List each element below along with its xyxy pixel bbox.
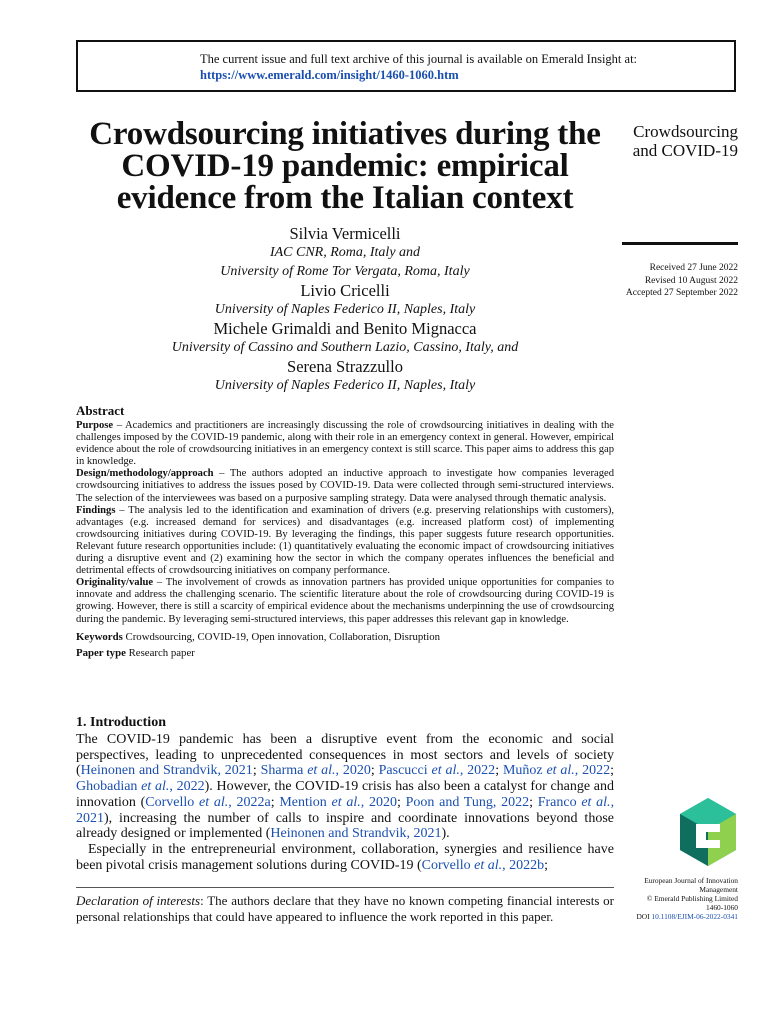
paper-type-label: Paper type [76,646,126,659]
citation-link[interactable]: et al. [141,779,170,795]
author-name: Livio Cricelli [300,281,390,300]
author-affiliation: University of Rome Tor Vergata, Roma, Italy [220,264,470,279]
abstract-heading: Abstract [76,403,125,418]
paragraph-text: ; [529,794,538,810]
author-name: Michele Grimaldi and Benito Mignacca [213,319,477,338]
journal-name-line: Management [699,885,738,894]
author-block [72,224,618,395]
citation-link[interactable]: Mention [279,794,332,810]
citation-link[interactable]: , 2022 [574,763,611,779]
paragraph-text: ; [396,794,406,810]
paragraph-text: ; [270,794,280,810]
journal-notice-box [76,40,736,92]
introduction-heading: 1. Introduction [76,715,166,730]
citation-link[interactable]: et al. [546,763,575,779]
citation-link[interactable]: , 2021 [76,794,615,826]
purpose-label: Purpose [76,420,114,431]
citation-link[interactable]: , 2022a [228,794,271,810]
accepted-date: Accepted 27 September 2022 [625,288,738,298]
author-affiliation: IAC CNR, Roma, Italy and [269,245,421,260]
purpose-text: – Academics and practitioners are increasingly discussing the role of crowdsourcing initiatives in dealing with the challenges imposed by the COVID-19 pandemic, along with their role in an emergency context in general. However, empirical evidence about the role of crowdsourcing initiatives in an emergency context is still scarce. This paper aims to address this gap in knowledge. [76,420,614,468]
citation-link[interactable]: et al. [307,763,336,779]
findings-label: Findings [76,504,116,516]
citation-link[interactable]: et al. [199,794,229,810]
citation-link[interactable]: et al. [431,763,460,779]
paragraph-text: ; [370,763,379,779]
paragraph-text: ; [610,763,615,779]
keywords-line [76,630,614,644]
citation-link[interactable]: , 2022b [502,857,545,873]
paragraph-text: ; [252,763,261,779]
paragraph-text: ; [495,763,503,779]
journal-info [618,876,738,921]
design-label: Design/methodology/approach [76,468,214,480]
declaration-label: Declaration of interests [76,893,201,908]
author-affiliation: University of Naples Federico II, Naples, Italy [214,378,476,393]
citation-link[interactable]: Pascucci [378,763,432,779]
received-date: Received 27 June 2022 [649,263,738,273]
introduction-paragraph-1 [76,732,614,842]
author-name: Silvia Vermicelli [289,224,401,243]
publisher-copyright: © Emerald Publishing Limited [646,894,738,903]
running-head-line-1: Crowdsourcing [633,122,738,141]
citation-link[interactable]: et al. [474,857,503,873]
notice-text-block [200,51,637,83]
citation-link[interactable]: Heinonen and Strandvik, 2021 [80,763,253,779]
abstract-section [76,402,614,660]
citation-link[interactable]: Poon and Tung, 2022 [405,794,530,810]
originality-label: Originality/value [76,577,154,589]
citation-link[interactable]: Corvello [421,857,475,873]
introduction-paragraph-2 [76,842,614,873]
author-affiliation: University of Naples Federico II, Naples, Italy [214,302,476,317]
notice-text: The current issue and full text archive of this journal is available on Emerald Insight at: [200,52,638,66]
paper-type-text: Research paper [125,646,195,659]
design-text: – The authors adopted an inductive approach to investigate how companies leveraged crowdsourcing initiatives to address the issues posed by COVID-19. Data were collected through semi-structured interviews. The selection of the interviewees was based on a purposive sampling strategy. Data were analysed through thematic analysis. [76,468,614,504]
running-head [610,122,738,160]
abstract-purpose [76,420,614,468]
paragraph-text: Especially in the entrepreneurial environment, collaboration, synergies and resilience have been pivotal crisis management solutions during COVID-19 ( [76,841,614,873]
introduction-section [76,714,614,873]
journal-name-line: European Journal of Innovation [644,876,738,885]
citation-link[interactable]: et al. [331,794,361,810]
author-name: Serena Strazzullo [287,357,403,376]
citation-link[interactable]: , 2022 [459,763,496,779]
paper-type-line [76,646,614,660]
journal-issn: 1460-1060 [705,903,738,912]
citation-link[interactable]: Franco [537,794,582,810]
running-head-rule [622,242,738,245]
declaration-text: : The authors declare that they have no known competing financial interests or personal relationships that could have appeared to influence the work reported in this paper. [76,893,615,924]
doi-label: DOI [636,912,650,921]
submission-dates [600,262,738,300]
author-affiliation: University of Cassino and Southern Lazio, Cassino, Italy, and [171,340,519,355]
declaration-of-interests [76,893,614,925]
revised-date: Revised 10 August 2022 [644,275,738,286]
doi-link[interactable]: 10.1108/EJIM-06-2022-0341 [651,912,738,921]
paragraph-text: ; [544,857,549,873]
journal-logo-icon [676,796,740,868]
footnote-rule [76,887,614,888]
citation-link[interactable]: , 2022 [169,779,205,795]
keywords-text: Crowdsourcing, COVID-19, Open innovation, Collaboration, Disruption [122,630,441,643]
citation-link[interactable]: Corvello [145,794,200,810]
paper-title: Crowdsourcing initiatives during the COVID-19 pandemic: empirical evidence from the Italian context [89,116,601,216]
citation-link[interactable]: , 2020 [360,794,397,810]
citation-link[interactable]: Heinonen and Strandvik, 2021 [270,826,442,842]
abstract-originality [76,577,614,625]
findings-text: – The analysis led to the identification and examination of drivers (e.g. preserving relationships with customers), advantages (e.g. increased demand for services) and disadvantages (e.g. increased platform cost) of implementing crowdsourcing initiatives during COVID-19. By leveraging the findings, this paper suggests future research opportunities. Relevant future research opportunities include: (1) quantitatively evaluating the economic impact of crowdsourcing initiatives during a disruptive event and (2) examining how the sector in which the company operates influences the beneficial and detrimental effects of crowdsourcing initiatives on company performance. [76,504,614,577]
citation-link[interactable]: Muñoz [502,763,547,779]
paragraph-text: The COVID-19 pandemic has been a disruptive event from the economic and social perspectives, leading to unprecedented consequences in most sectors and levels of society ( [76,732,614,779]
citation-link[interactable]: , 2020 [335,763,371,779]
originality-text: – The involvement of crowds as innovation partners has provided unique opportunities for companies to innovate and address the challenging scenario. The scientific literature about the role of crowdsourcing during COVID-19 is growing. However, there is still a scarcity of empirical evidence about the mechanisms underpinning the use of crowdsourcing during the pandemic. By leveraging semi-structured interviews, this paper addresses this relevant gap in knowledge. [76,577,614,625]
paragraph-text: ). [441,826,450,842]
running-head-line-2: and COVID-19 [632,141,738,160]
citation-link[interactable]: Sharma [260,763,308,779]
doi-line [618,912,738,921]
citation-link[interactable]: Ghobadian [76,779,142,795]
citation-link[interactable]: et al. [581,794,611,810]
paragraph-text: ). However, the COVID-19 crisis has also been a catalyst for change and innovation ( [76,779,615,810]
abstract-findings [76,505,614,578]
abstract-design [76,468,614,504]
journal-url-link[interactable]: https://www.emerald.com/insight/1460-1060.htm [200,68,459,82]
paragraph-text: ), increasing the number of calls to inspire and coordinate innovations beyond those already designed or implemented ( [76,810,614,842]
keywords-label: Keywords [76,630,123,643]
